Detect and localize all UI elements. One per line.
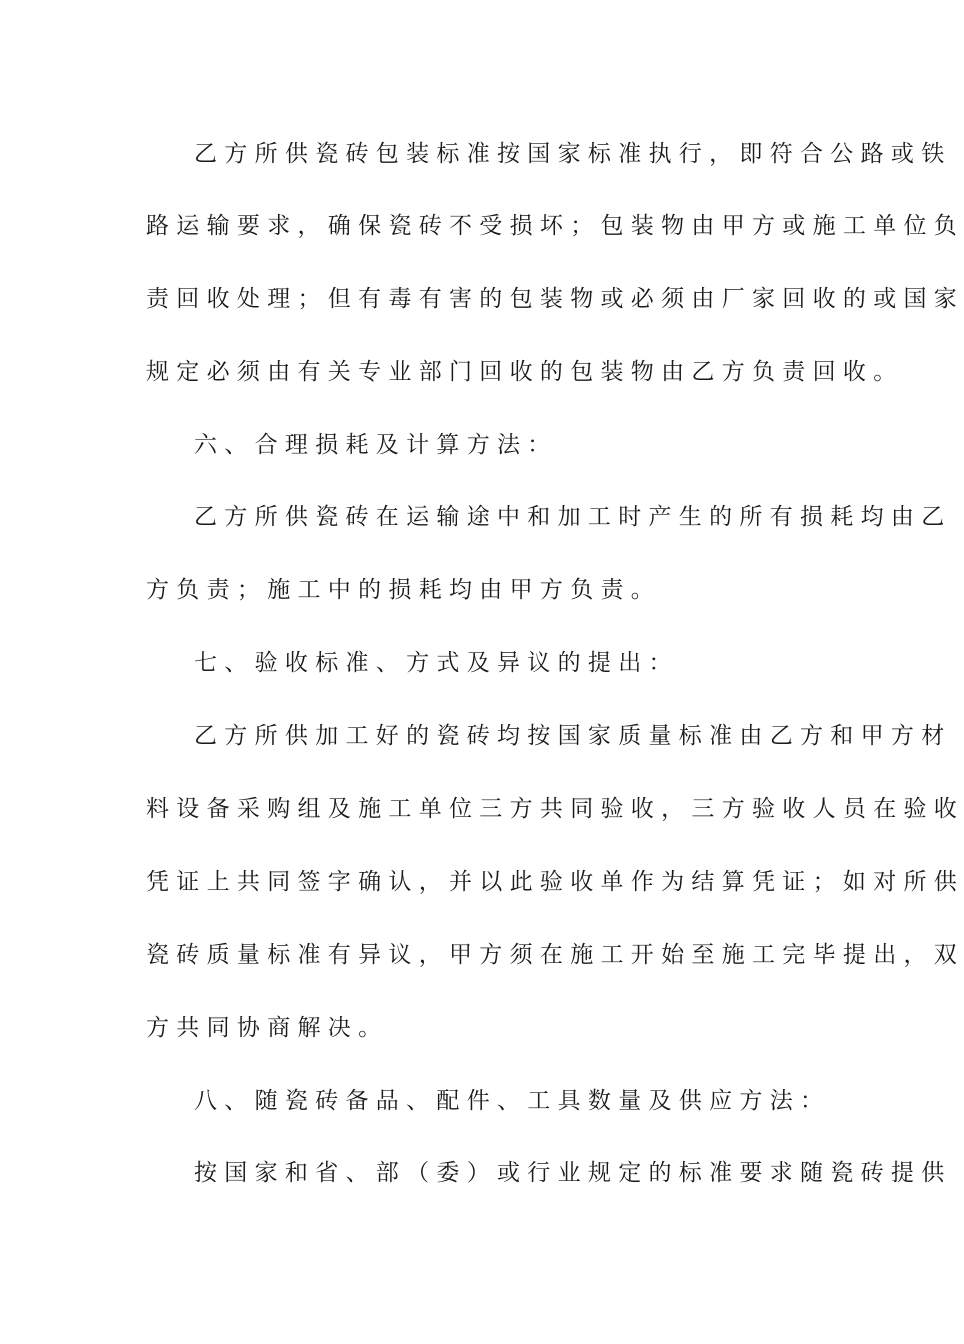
paragraph-packaging-line-1: 乙方所供瓷砖包装标准按国家标准执行，即符合公路或铁 [194, 141, 952, 167]
paragraph-packaging-line-2: 路运输要求，确保瓷砖不受损坏；包装物由甲方或施工单位负 [146, 213, 964, 239]
section-heading-seven: 七、验收标准、方式及异议的提出： [194, 650, 679, 676]
paragraph-accessories-line-1: 按国家和省、部（委）或行业规定的标准要求随瓷砖提供 [194, 1160, 952, 1186]
paragraph-acceptance-line-4: 瓷砖质量标准有异议，甲方须在施工开始至施工完毕提出，双 [146, 942, 964, 968]
paragraph-acceptance-line-1: 乙方所供加工好的瓷砖均按国家质量标准由乙方和甲方材 [194, 723, 952, 749]
paragraph-loss-line-1: 乙方所供瓷砖在运输途中和加工时产生的所有损耗均由乙 [194, 504, 952, 530]
section-heading-six: 六、合理损耗及计算方法： [194, 432, 558, 458]
paragraph-acceptance-line-5: 方共同协商解决。 [146, 1015, 389, 1041]
paragraph-packaging-line-3: 责回收处理；但有毒有害的包装物或必须由厂家回收的或国家 [146, 286, 964, 312]
paragraph-packaging-line-4: 规定必须由有关专业部门回收的包装物由乙方负责回收。 [146, 359, 904, 385]
section-heading-eight: 八、随瓷砖备品、配件、工具数量及供应方法： [194, 1088, 831, 1114]
paragraph-acceptance-line-3: 凭证上共同签字确认，并以此验收单作为结算凭证；如对所供 [146, 869, 964, 895]
paragraph-loss-line-2: 方负责；施工中的损耗均由甲方负责。 [146, 577, 662, 603]
paragraph-acceptance-line-2: 料设备采购组及施工单位三方共同验收，三方验收人员在验收 [146, 796, 964, 822]
